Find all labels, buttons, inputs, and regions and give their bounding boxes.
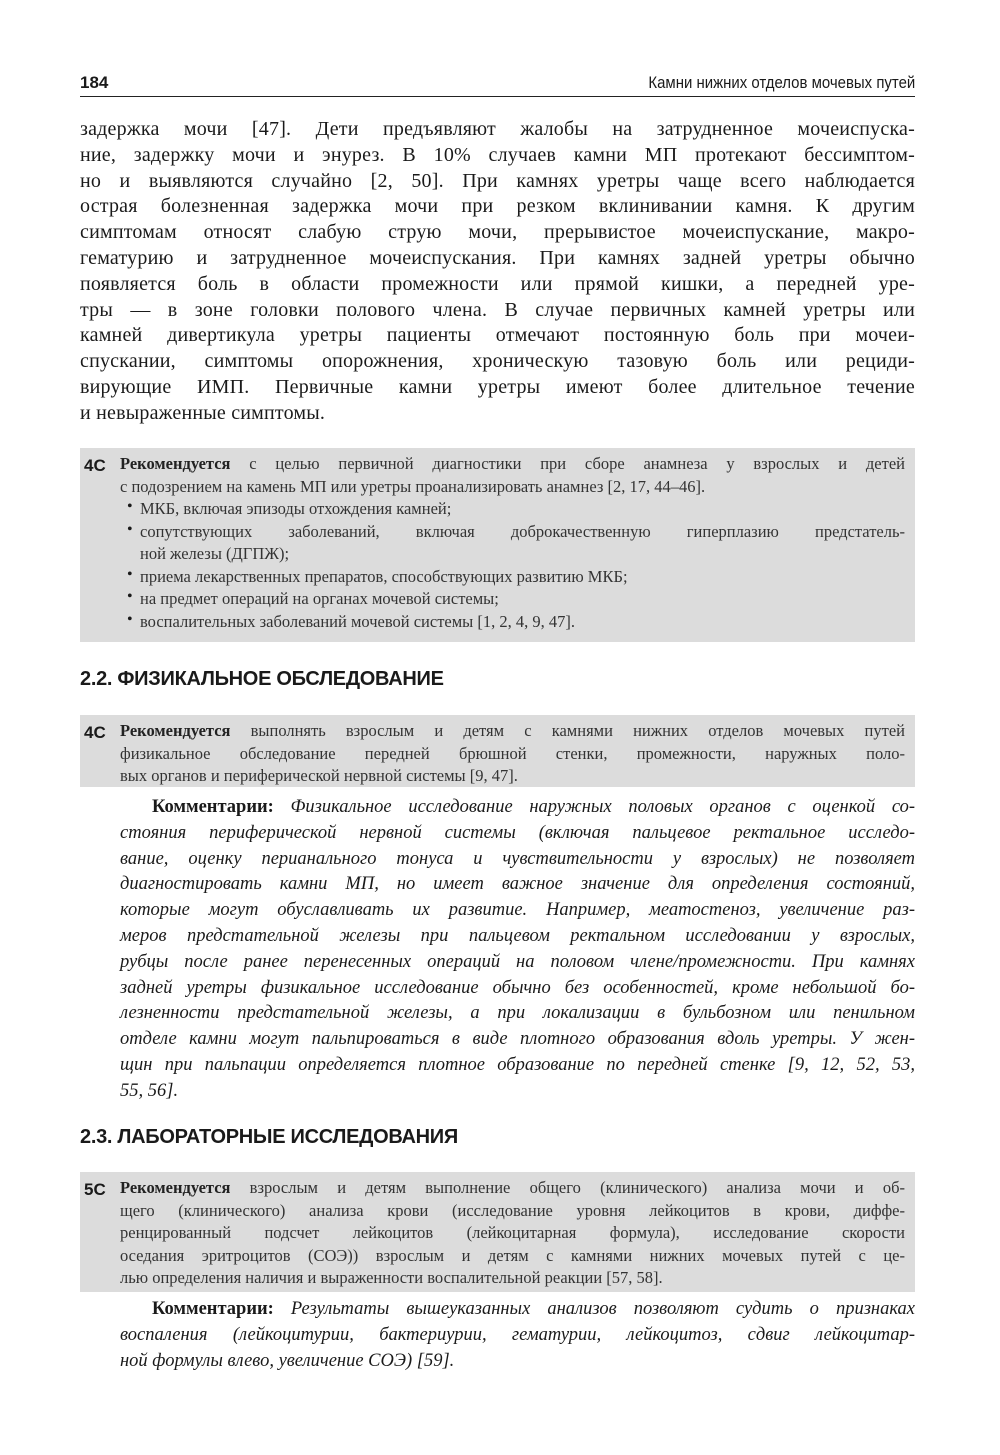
line-text: Физикальное исследование наружных половых органов с оценкой со- bbox=[273, 797, 915, 817]
line-text: и невыраженные симптомы. bbox=[80, 401, 326, 424]
line-text: появляется боль в области промежности или прямой кишки, а передней уре- bbox=[80, 272, 915, 295]
recommendation-box-lab-tests bbox=[80, 1172, 915, 1292]
text-line bbox=[80, 169, 915, 195]
lead-label: Комментарии: bbox=[152, 797, 274, 817]
text-line bbox=[80, 143, 915, 169]
line-text: воспаления (лейкоцитурии, бактериурии, гематурии, лейкоцитоз, сдвиг лейкоцитар- bbox=[120, 1324, 915, 1345]
text-line bbox=[140, 611, 905, 634]
line-text: ренцированный подсчет лейкоцитов (лейкоцитарная формула), исследование скорости bbox=[120, 1223, 905, 1242]
bullet-item bbox=[120, 588, 905, 611]
text-line bbox=[80, 272, 915, 298]
text-line bbox=[120, 476, 905, 499]
line-text: воспалительных заболеваний мочевой системы [1, 2, 4, 9, 47]. bbox=[140, 611, 575, 631]
text-line bbox=[80, 246, 915, 272]
bullet-icon: • bbox=[127, 498, 133, 515]
bullet-icon: • bbox=[127, 588, 133, 605]
recommendation-box-physical-exam bbox=[80, 715, 915, 787]
text-line bbox=[120, 1267, 905, 1290]
line-text: вание, оценку перианального тонуса и чувствительности у взрослых) не позволяет bbox=[120, 848, 915, 869]
text-line bbox=[120, 1349, 915, 1375]
line-text: спускании, симптомы опорожнения, хроническую тазовую боль или рециди- bbox=[80, 350, 915, 373]
text-line bbox=[120, 1053, 915, 1079]
text-line bbox=[140, 521, 905, 544]
line-text: на предмет операций на органах мочевой системы; bbox=[140, 589, 499, 608]
line-text: вирующие ИМП. Первичные камни уретры имеют более длительное течение bbox=[80, 375, 915, 398]
line-text: Результаты вышеуказанных анализов позволяют судить о признаках bbox=[273, 1299, 915, 1319]
lead-label: Рекомендуется bbox=[120, 454, 231, 473]
line-text: но и выявляются случайно [2, 50]. При камнях уретры чаще всего наблюдается bbox=[80, 169, 915, 192]
bullet-icon: • bbox=[127, 520, 133, 538]
text-line bbox=[120, 765, 905, 788]
line-text: с целью первичной диагностики при сборе анамнеза у взрослых и детей bbox=[230, 454, 905, 473]
bullet-item bbox=[120, 611, 905, 634]
evidence-grade: 5C bbox=[84, 1180, 106, 1199]
line-text: щин при пальпации определяется плотное образование по передней стенке [9, 12, 52, 53, bbox=[120, 1054, 915, 1075]
line-text: приема лекарственных препаратов, способствующих развитию МКБ; bbox=[140, 566, 628, 586]
text-line bbox=[120, 453, 905, 476]
text-line bbox=[80, 117, 915, 143]
text-line bbox=[120, 1297, 915, 1323]
text-line bbox=[140, 543, 905, 566]
line-text: рубцы после ранее перенесенных операций на половом члене/промежности. При камнях bbox=[120, 951, 915, 972]
text-line bbox=[140, 588, 905, 611]
line-text: задней уретры физикальное исследование обычно без особенностей, кроме небольшой бо- bbox=[120, 977, 915, 998]
text-line bbox=[120, 720, 905, 743]
line-text: острая болезненная задержка мочи при резком вклинивании камня. К другим bbox=[80, 195, 915, 218]
line-text: выполнять взрослым и детям с камнями нижних отделов мочевых путей bbox=[230, 721, 905, 740]
section-heading-physical-exam: 2.2. ФИЗИКАЛЬНОЕ ОБСЛЕДОВАНИЕ bbox=[80, 668, 444, 690]
comment-lab-tests bbox=[120, 1297, 915, 1374]
text-line bbox=[80, 220, 915, 246]
text-line bbox=[120, 976, 915, 1002]
page-number: 184 bbox=[80, 73, 109, 92]
section-heading-lab-tests: 2.3. ЛАБОРАТОРНЫЕ ИССЛЕДОВАНИЯ bbox=[80, 1126, 458, 1148]
text-line bbox=[120, 1245, 905, 1268]
running-title: Камни нижних отделов мочевых путей bbox=[648, 73, 915, 92]
bullet-item bbox=[120, 498, 905, 521]
text-line bbox=[120, 1323, 915, 1349]
line-text: стояния периферической нервной системы (включая пальцевое ректальное исследо- bbox=[120, 822, 915, 843]
bullet-icon: • bbox=[127, 565, 133, 583]
line-text: сопутствующих заболеваний, включая доброкачественную гиперплазию предстатель- bbox=[140, 521, 905, 541]
text-line bbox=[80, 323, 915, 349]
text-line bbox=[120, 1177, 905, 1200]
line-text: взрослым и детям выполнение общего (клинического) анализа мочи и об- bbox=[230, 1178, 905, 1197]
lead-label: Рекомендуется bbox=[120, 721, 231, 740]
text-line bbox=[80, 401, 915, 427]
text-line bbox=[120, 924, 915, 950]
evidence-grade: 4C bbox=[84, 723, 106, 742]
text-line bbox=[120, 795, 915, 821]
evidence-grade: 4C bbox=[84, 456, 106, 475]
bullet-icon: • bbox=[127, 610, 133, 628]
text-line bbox=[120, 1027, 915, 1053]
line-text: которые могут обуславливать их развитие. Например, меатостеноз, увеличение раз- bbox=[120, 900, 915, 921]
lead-label: Комментарии: bbox=[152, 1299, 274, 1319]
text-line bbox=[80, 375, 915, 401]
text-line bbox=[120, 821, 915, 847]
line-text: лью определения наличия и выраженности воспалительной реакции [57, 58]. bbox=[120, 1268, 663, 1287]
text-line bbox=[140, 566, 905, 589]
text-line bbox=[120, 1001, 915, 1027]
line-text: тры — в зоне головки полового члена. В случае первичных камней уретры или bbox=[80, 298, 915, 321]
page-header bbox=[80, 70, 915, 97]
bullet-item bbox=[120, 566, 905, 589]
line-text: 55, 56]. bbox=[120, 1080, 179, 1101]
line-text: ной формулы влево, увеличение СОЭ) [59]. bbox=[120, 1350, 455, 1371]
line-text: МКБ, включая эпизоды отхождения камней; bbox=[140, 499, 452, 518]
text-line bbox=[80, 298, 915, 324]
line-text: симптомам относят слабую струю мочи, прерывистое мочеиспускание, макро- bbox=[80, 221, 915, 244]
line-text: меров предстательной железы при пальцевом ректальном исследовании у взрослых, bbox=[120, 925, 915, 946]
text-line bbox=[80, 194, 915, 220]
line-text: щего (клинического) анализа крови (исследование уровня лейкоцитов в крови, диффе- bbox=[120, 1200, 905, 1220]
text-line bbox=[120, 898, 915, 924]
line-text: ние, задержку мочи и энурез. В 10% случаев камни МП протекают бессимптом- bbox=[80, 143, 915, 166]
lead-label: Рекомендуется bbox=[120, 1178, 231, 1197]
text-line bbox=[120, 950, 915, 976]
line-text: оседания эритроцитов (СОЭ)) взрослым и детям с камнями нижних мочевых путей с це- bbox=[120, 1245, 905, 1265]
text-line bbox=[120, 1222, 905, 1245]
line-text: отделе камни могут пальпироваться в виде плотного образования вдоль уретры. У жен- bbox=[120, 1029, 915, 1050]
line-text: лезненности предстательной железы, а при локализации в бульбозном или пенильном bbox=[120, 1003, 915, 1024]
text-line bbox=[120, 1079, 915, 1105]
line-text: задержка мочи [47]. Дети предъявляют жалобы на затрудненное мочеиспуска- bbox=[80, 118, 915, 140]
line-text: физикальное обследование передней брюшной стенки, промежности, наружных поло- bbox=[120, 743, 905, 763]
recommendation-box-history bbox=[80, 448, 915, 642]
line-text: ной железы (ДГПЖ); bbox=[140, 544, 290, 563]
text-line bbox=[120, 743, 905, 766]
line-text: с подозрением на камень МП или уретры проанализировать анамнез [2, 17, 44–46]. bbox=[120, 476, 706, 496]
line-text: гематурию и затрудненное мочеиспускания. При камнях задней уретры обычно bbox=[80, 246, 915, 269]
intro-paragraph bbox=[80, 117, 915, 427]
comment-physical-exam bbox=[120, 795, 915, 1105]
line-text: камней дивертикула уретры пациенты отмечают постоянную боль при мочеи- bbox=[80, 324, 915, 347]
text-line bbox=[120, 872, 915, 898]
text-line bbox=[140, 498, 905, 521]
line-text: диагностировать камни МП, но имеет важное значение для определения состояний, bbox=[120, 874, 915, 895]
text-line bbox=[80, 349, 915, 375]
line-text: вых органов и периферической нервной системы [9, 47]. bbox=[120, 766, 518, 785]
text-line bbox=[120, 847, 915, 873]
text-line bbox=[120, 1200, 905, 1223]
bullet-item bbox=[120, 521, 905, 566]
